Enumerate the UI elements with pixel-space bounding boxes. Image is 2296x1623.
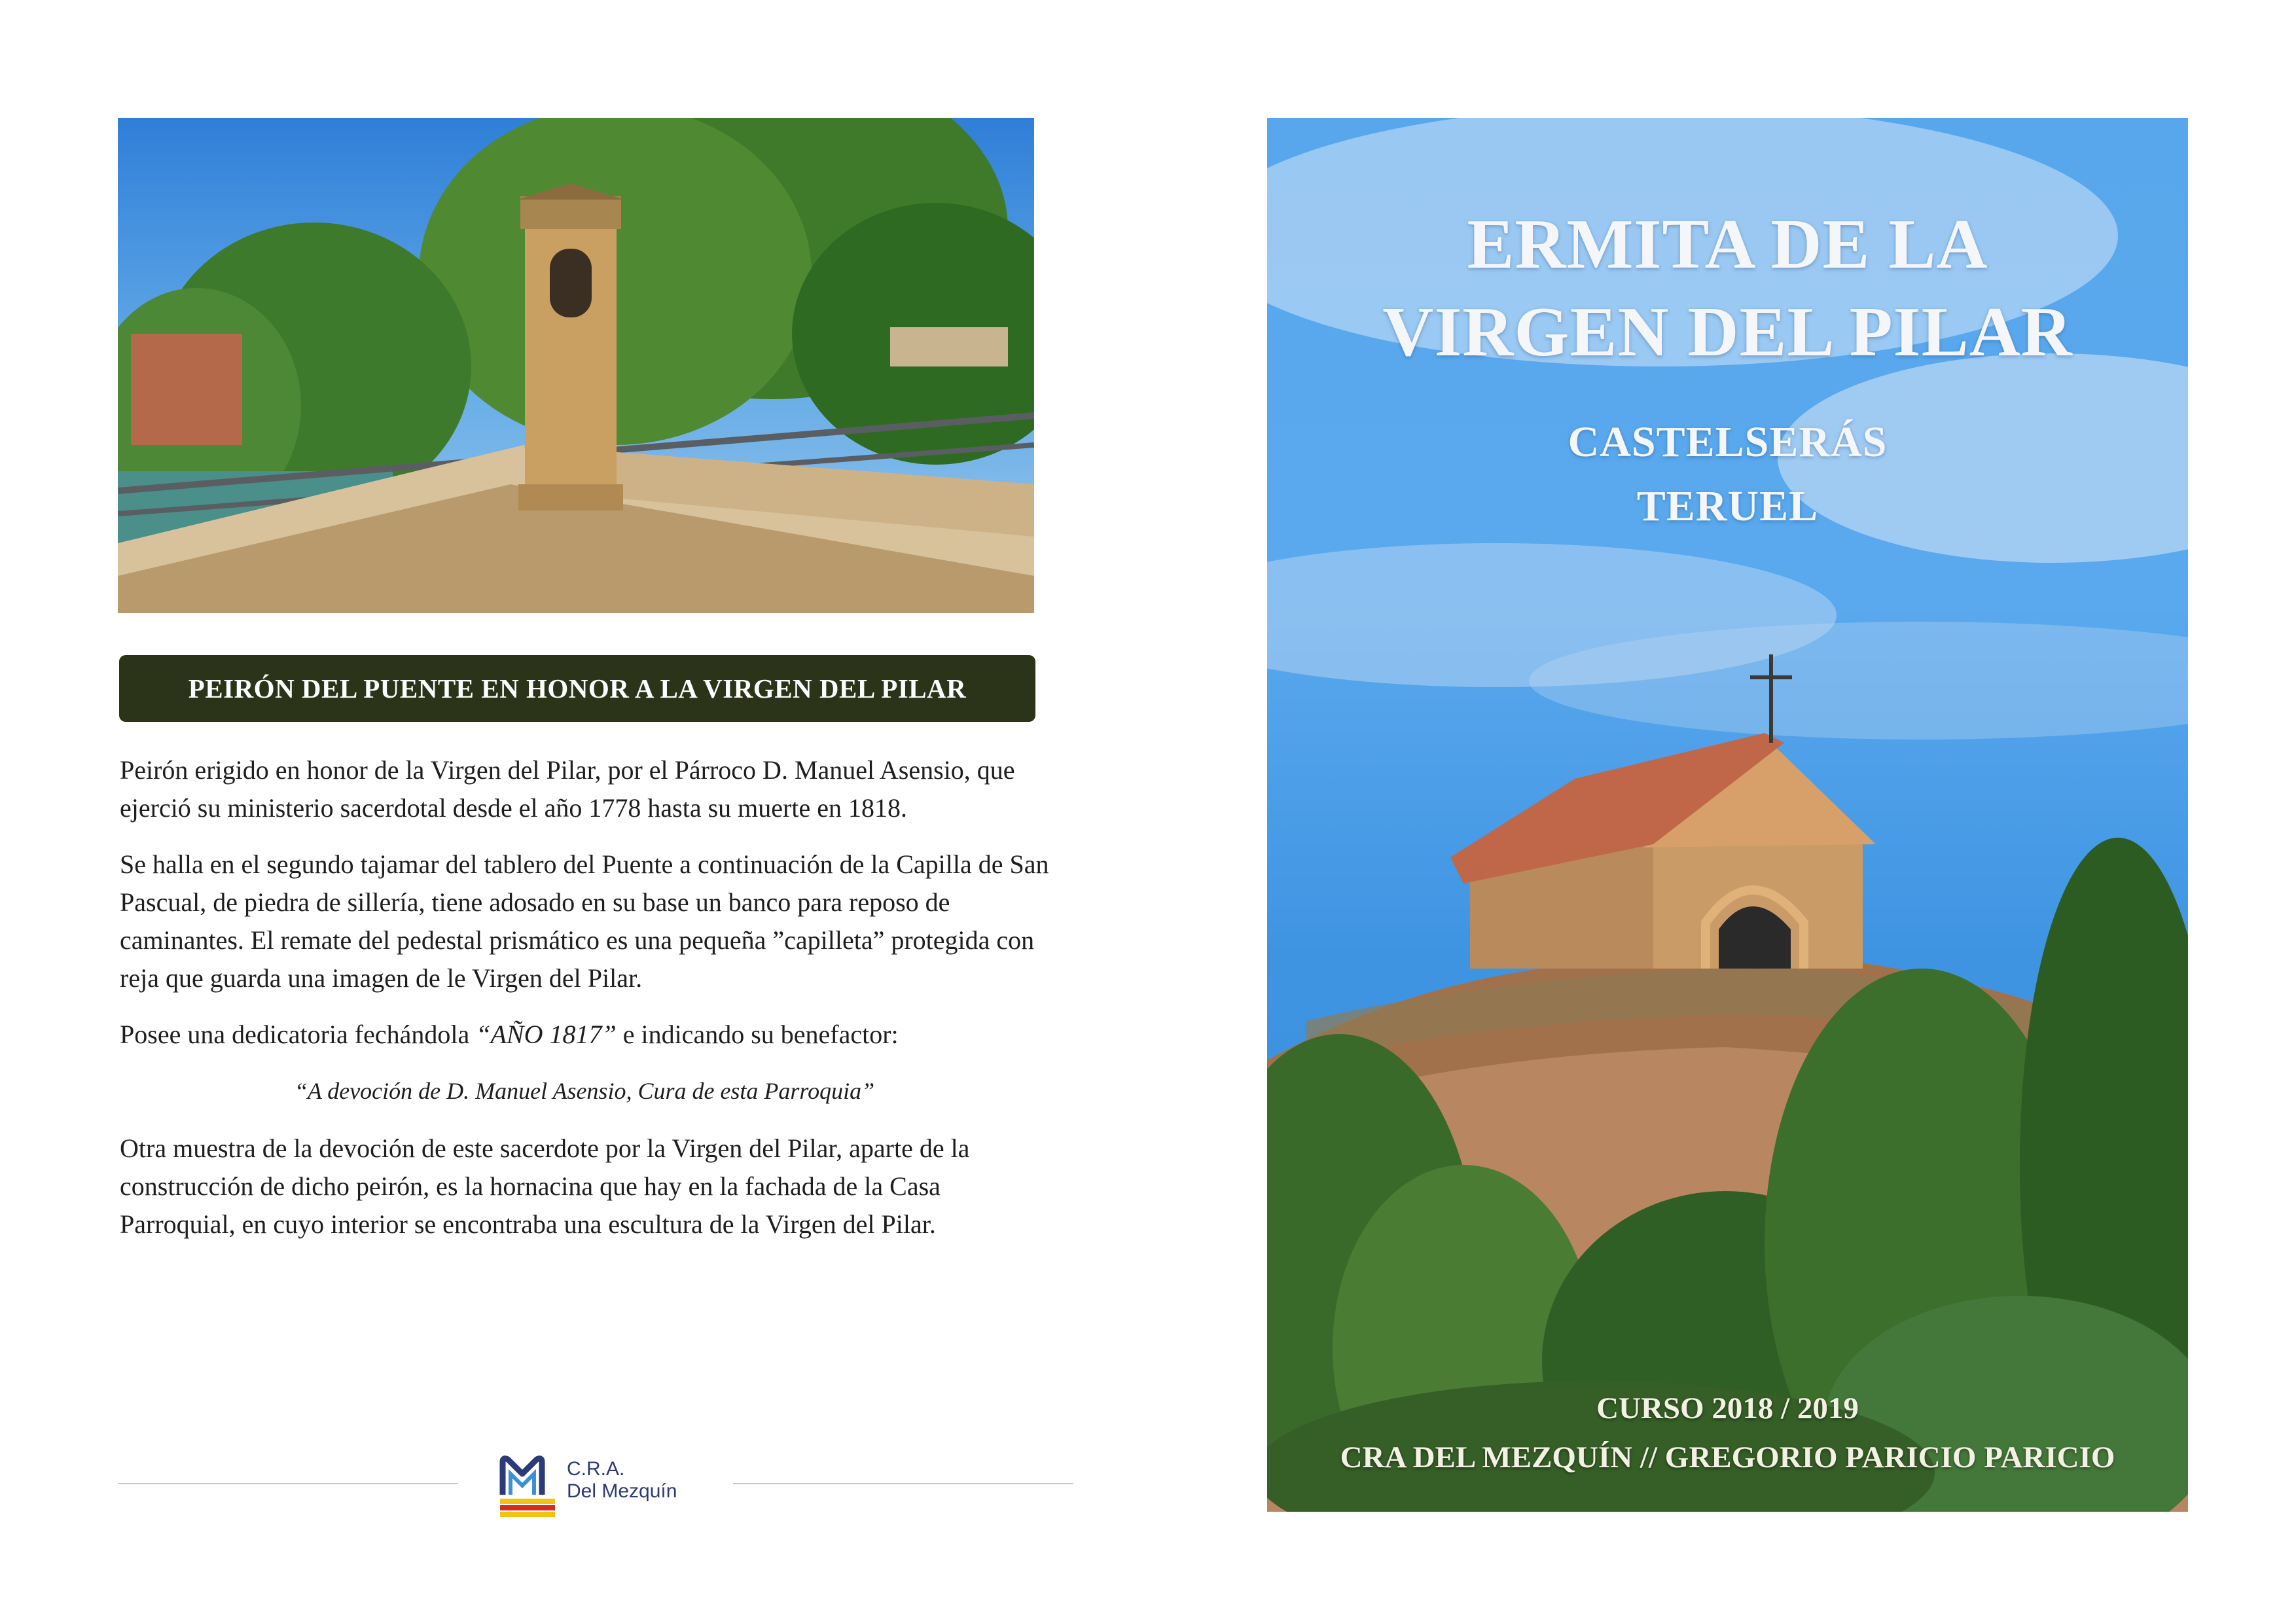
cover-subtitle-line-2: TERUEL (1636, 482, 1819, 530)
cra-logo-icon (499, 1454, 559, 1520)
cover-title-line-1: ERMITA DE LA (1467, 205, 1988, 283)
paragraph-3-before: Posee una dedicatoria fechándola (120, 1020, 476, 1049)
paragraph-3 (120, 1016, 1049, 1054)
cover-title-line-2: VIRGEN DEL PILAR (1382, 293, 2073, 371)
paragraph-3-after: e indicando su benefactor: (616, 1020, 899, 1049)
body-text (120, 751, 1049, 1262)
logo-line-2: Del Mezquín (567, 1480, 677, 1502)
cover-footer-credits: CRA DEL MEZQUÍN // GREGORIO PARICIO PARICIO (1340, 1440, 2115, 1474)
cra-logo-text (567, 1458, 677, 1503)
paragraph-1: Peirón erigido en honor de la Virgen del Pilar, por el Párroco D. Manuel Asensio, que ejerció su ministerio sacerdotal desde el año 1778 hasta su muerte en 1818. (120, 755, 1015, 823)
paragraph-4: Otra muestra de la devoción de este sacerdote por la Virgen del Pilar, aparte de la construcción de dicho peirón, es la hornacina que hay en la fachada de la Casa Parroquial, en cuyo interior se encontraba una escultura de la Virgen del Pilar. (120, 1133, 970, 1239)
section-title-banner (119, 655, 1035, 722)
cover-footer-year: CURSO 2018 / 2019 (1596, 1391, 1859, 1425)
bridge-peiron-photo (118, 118, 1034, 613)
footer-divider-right (733, 1483, 1073, 1484)
footer-divider-left (118, 1483, 458, 1484)
cover-subtitle-line-1: CASTELSERÁS (1568, 418, 1888, 466)
paragraph-2: Se halla en el segundo tajamar del tablero del Puente a continuación de la Capilla de San Pascual, de piedra de sillería, tiene adosado en su base un banco para reposo de caminantes. El remate del pedestal prismático es una pequeña ”capilleta” protegida con reja que guarda una imagen de le Virgen del Pilar. (120, 849, 1049, 993)
dedication-quote: “A devoción de D. Manuel Asensio, Cura de esta Parroquia” (294, 1078, 875, 1104)
cra-logo (499, 1454, 695, 1520)
section-title: PEIRÓN DEL PUENTE EN HONOR A LA VIRGEN DEL PILAR (188, 673, 967, 704)
cover-page (1267, 118, 2188, 1512)
paragraph-3-date: “AÑO 1817” (476, 1020, 617, 1049)
logo-line-1: C.R.A. (567, 1458, 625, 1480)
